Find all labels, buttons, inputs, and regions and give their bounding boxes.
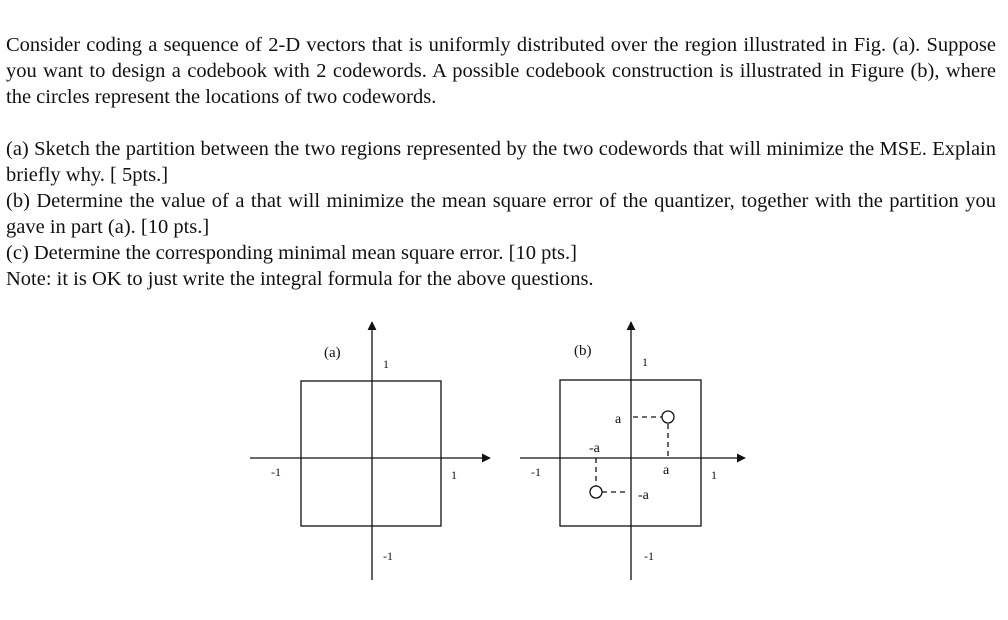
figure-a-label: (a) xyxy=(324,345,341,361)
figure-b-y-pos-label: 1 xyxy=(642,355,648,369)
figure-a-region-square xyxy=(301,381,441,526)
figure-b-x-pos-label: 1 xyxy=(711,468,717,482)
problem-intro: Consider coding a sequence of 2-D vectors that is uniformly distributed over the region illustrated in Fig. (a). Suppose you want to design a codebook with 2 codewords. A possible codebook construction is illustrated in Figure (b), where the circles represent the locations of two codewords. xyxy=(6,34,996,108)
figure-b-label: (b) xyxy=(574,343,592,359)
problem-part-b: (b) Determine the value of a that will minimize the mean square error of the quantizer, together with the partition you gave in part (a). [10 pts.] xyxy=(6,190,996,238)
problem-part-c: (c) Determine the corresponding minimal mean square error. [10 pts.] xyxy=(6,242,577,264)
figure-a-y-neg-label: -1 xyxy=(383,549,393,563)
figure-b-y-neg-label: -1 xyxy=(644,549,654,563)
figure-a xyxy=(250,322,490,580)
figure-a-y-pos-label: 1 xyxy=(383,357,389,371)
figure-b-x-neg-label: -1 xyxy=(531,465,541,479)
codeword-2-circle xyxy=(590,486,602,498)
codeword-1-circle xyxy=(662,411,674,423)
codeword-2-y-label: -a xyxy=(638,488,649,503)
figure-a-x-pos-label: 1 xyxy=(451,468,457,482)
figure-b xyxy=(520,322,745,580)
figure-a-x-neg-label: -1 xyxy=(271,465,281,479)
codeword-1-x-label: a xyxy=(663,463,670,478)
codeword-1-y-label: a xyxy=(615,412,622,427)
problem-part-a: (a) Sketch the partition between the two regions represented by the two codewords that will minimize the MSE. Explain briefly why. [ 5pts.] xyxy=(6,138,996,186)
codeword-2-x-label: -a xyxy=(589,441,600,456)
problem-note: Note: it is OK to just write the integral formula for the above questions. xyxy=(6,268,594,290)
